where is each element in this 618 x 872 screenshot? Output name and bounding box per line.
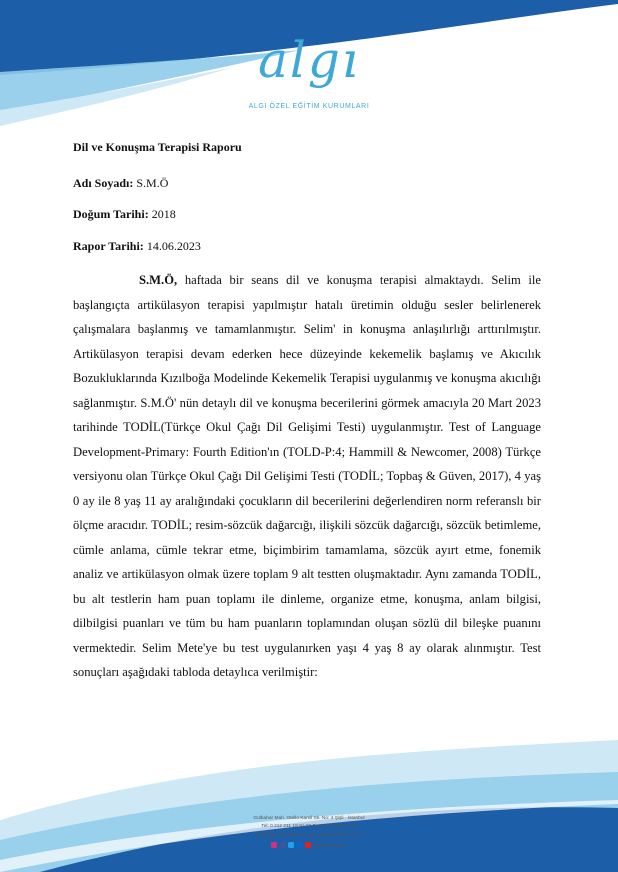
report-body <box>73 268 541 685</box>
footer-web[interactable]: info@algiozelegitim.com www.algiozelegitim.com.tr <box>254 833 364 838</box>
bottom-wave-decoration <box>0 720 618 872</box>
footer-social <box>0 842 618 848</box>
social-handle: @algiozelegitim <box>312 843 347 849</box>
youtube-icon[interactable] <box>305 842 311 848</box>
patient-initials: S.M.Ö, <box>139 273 178 287</box>
report-date-field: Rapor Tarihi: 14.06.2023 <box>73 239 201 253</box>
brand-logo: algı <box>258 31 360 89</box>
footer-phone: Tel: 0 212 211 18 91-92 Fax:0 212 212 57 55 <box>261 824 357 829</box>
facebook-icon[interactable] <box>280 842 286 848</box>
report-paragraph: haftada bir seans dil ve konuşma terapisi almaktaydı. Selim ile başlangıçta artikülasyon terapisi yapılmıştır hatalı üretimin olduğu sesler belirlenerek çalışmalara başlanmış ve tamamlanmıştır. Selim' in konuşma anlaşılırlığı arttırılmıştır. Artikülasyon terapisi devam ederken hece düzeyinde kekemelik başlamış ve Akıcılık Bozukluklarında Kızılboğa Modelinde Kekemelik Terapisi uygulanmış ve konuşma akıcılığı sağlanmıştır. S.M.Ö' nün detaylı dil ve konuşma becerilerini görmek amacıyla 20 Mart 2023 tarihinde TODİL(Türkçe Okul Çağı Dil Gelişimi Testi) uygulanmıştır. Test of Language Development-Primary: Fourth Edition'ın (TOLD-P:4; Hammill & Newcomer, 2008) Türkçe versiyonu olan Türkçe Okul Çağı Dil Gelişimi Testi (TODİL; Topbaş & Güven, 2017), 4 yaş 0 ay ile 8 yaş 11 ay aralığındaki çocukların dil becerilerini değerlendiren norm referanslı bir ölçme aracıdır. TODİL; resim-sözcük dağarcığı, ilişkili sözcük dağarcığı, sözcük betimleme, cümle anlama, cümle tekrar etme, biçimbirim tamamlama, sözcük ayırt etme, fonemik analiz ve artikülasyon olmak üzere toplam 9 alt testten oluşmaktadır. Aynı zamanda TODİL, bu alt testlerin ham puan toplamı ile dinleme, organize etme, konuşma, anlam bilgisi, dilbilgisi puanları ve tüm bu ham puanların toplamından oluşan sözlü dil bileşke puanını vermektedir. Selim Mete'ye bu test uygulanırken yaşı 4 yaş 8 ay olarak alınmıştır. Test sonuçları aşağıdaki tabloda detaylıca verilmiştir: <box>73 273 541 679</box>
linkedin-icon[interactable] <box>296 842 302 848</box>
twitter-icon[interactable] <box>288 842 294 848</box>
footer-address: Gülbahar Mah. Otello Kamil Sk. No: 4 Şişli - İstanbul <box>253 816 365 821</box>
instagram-icon[interactable] <box>271 842 277 848</box>
report-title: Dil ve Konuşma Terapisi Raporu <box>73 140 242 154</box>
name-field: Adı Soyadı: S.M.Ö <box>73 176 169 190</box>
brand-subtitle: ALGI ÖZEL EĞİTİM KURUMLARI <box>248 103 370 110</box>
birth-field: Doğum Tarihi: 2018 <box>73 207 176 221</box>
